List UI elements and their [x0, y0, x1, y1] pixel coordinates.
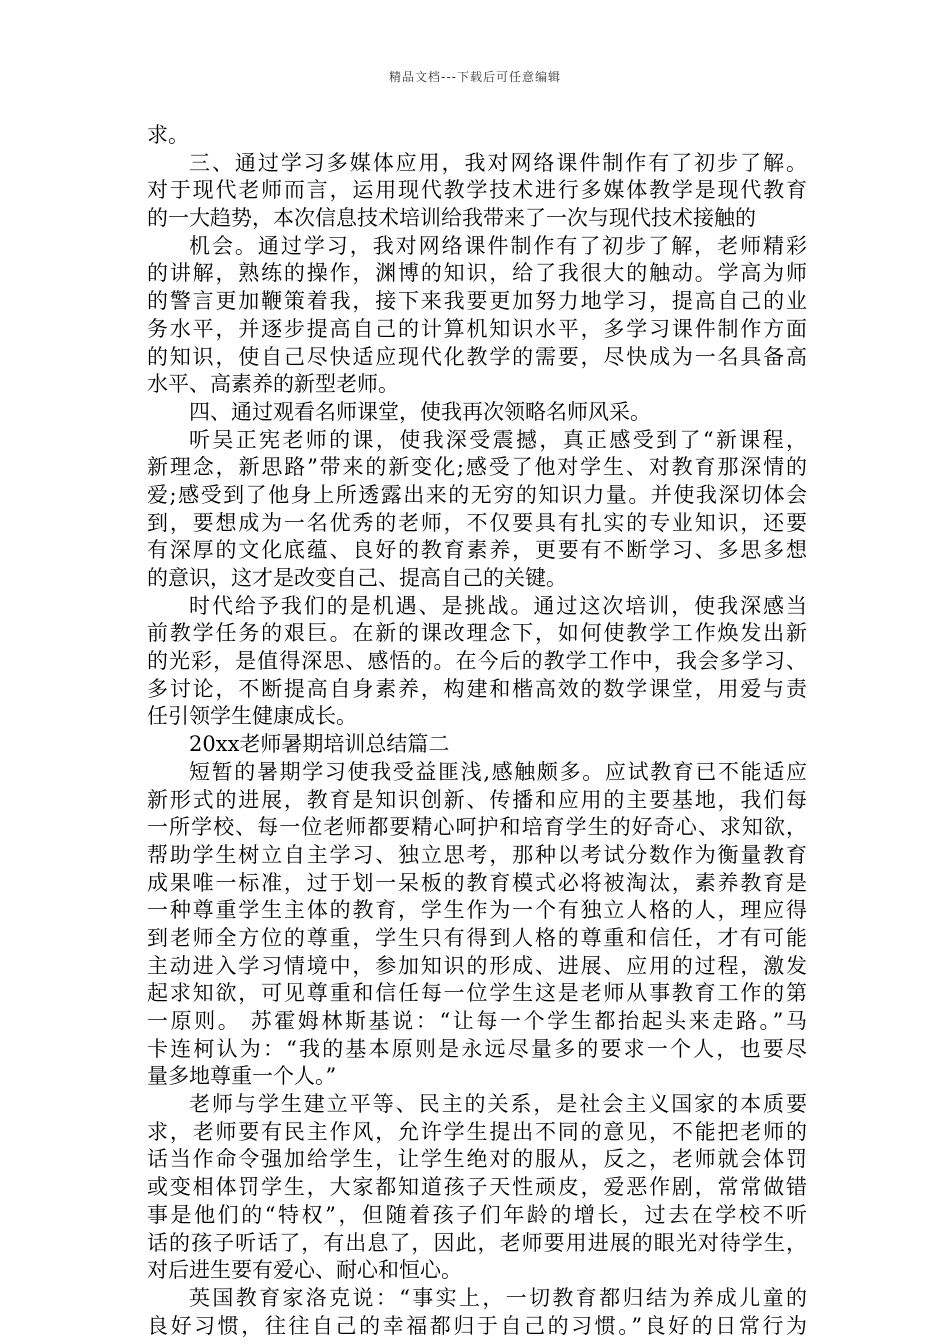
text-line: 的意识，这才是改变自己、提高自己的关键。 — [147, 566, 567, 590]
text-line: 三、通过学习多媒体应用，我对网络课件制作有了初步了解。 — [189, 150, 807, 175]
text-line: 或变相体罚学生，大家都知道孩子天性顽皮，爱恶作剧，常常做错 — [147, 1175, 807, 1200]
text-line: 主动进入学习情境中，参加知识的形成、进展、应用的过程，激发 — [147, 953, 807, 978]
text-line: 时代给予我们的是机遇、是挑战。通过这次培训，使我深感当 — [189, 593, 807, 618]
text-line: 一原则。 苏霍姆林斯基说：“让每一个学生都抬起头来走路。”马 — [147, 1009, 807, 1033]
text-line: 事是他们的“特权”，但随着孩子们年龄的增长，过去在学校不听 — [147, 1202, 807, 1227]
text-line: 短暂的暑期学习使我受益匪浅,感触颇多。应试教育已不能适应 — [189, 759, 807, 784]
text-line: 起求知欲，可见尊重和信任每一位学生这是老师从事教育工作的第 — [147, 981, 807, 1006]
text-line: 求。 — [147, 123, 189, 147]
text-line: 一所学校、每一位老师都要精心呵护和培育学生的好奇心、求知欲， — [147, 815, 807, 840]
text-line: 机会。通过学习，我对网络课件制作有了初步了解，老师精彩 — [189, 233, 807, 258]
text-line: 的知识，使自己尽快适应现代化教学的需要，尽快成为一名具备高 — [147, 344, 807, 369]
text-line: 前教学任务的艰巨。在新的课改理念下，如何使教学工作焕发出新 — [147, 621, 807, 646]
text-line: 听吴正宪老师的课，使我深受震撼，真正感受到了“新课程， — [189, 427, 807, 452]
text-line: 20xx老师暑期培训总结篇二 — [189, 732, 450, 757]
text-line: 一种尊重学生主体的教育，学生作为一个有独立人格的人，理应得 — [147, 898, 807, 923]
text-line: 的讲解，熟练的操作，渊博的知识，给了我很大的触动。学高为师 — [147, 261, 807, 286]
text-line: 老师与学生建立平等、民主的关系，是社会主义国家的本质要 — [189, 1092, 807, 1117]
text-line: 务水平，并逐步提高自己的计算机知识水平，多学习课件制作方面 — [147, 316, 807, 341]
text-line: 爱;感受到了他身上所透露出来的无穷的知识力量。并使我深切体会 — [147, 482, 807, 507]
text-line: 对于现代老师而言，运用现代教学技术进行多媒体教学是现代教育 — [147, 178, 807, 203]
text-line: 英国教育家洛克说：“事实上，一切教育都归结为养成儿童的 — [189, 1285, 807, 1310]
text-line: 有深厚的文化底蕴、良好的教育素养，更要有不断学习、多思多想 — [147, 538, 807, 563]
text-line: 的一大趋势，本次信息技术培训给我带来了一次与现代技术接触的 — [147, 206, 756, 231]
text-line: 的光彩，是值得深思、感悟的。在今后的教学工作中，我会多学习、 — [147, 649, 807, 674]
text-line: 到，要想成为一名优秀的老师，不仅要具有扎实的专业知识，还要 — [147, 510, 807, 535]
text-line: 成果唯一标准，过于划一呆板的教育模式必将被淘汰，素养教育是 — [147, 870, 807, 895]
page-header: 精品文档---下载后可任意编辑 — [389, 70, 561, 84]
text-line: 的警言更加鞭策着我，接下来我要更加努力地学习，提高自己的业 — [147, 289, 807, 314]
text-line: 到老师全方位的尊重，学生只有得到人格的尊重和信任，才有可能 — [147, 925, 807, 950]
text-line: 对后进生要有爱心、耐心和恒心。 — [147, 1258, 462, 1283]
text-line: 新形式的进展，教育是知识创新、传播和应用的主要基地，我们每 — [147, 787, 807, 812]
document-body — [147, 122, 807, 1340]
text-line: 话当作命令强加给学生，让学生绝对的服从，反之，老师就会体罚 — [147, 1147, 807, 1172]
text-line: 四、通过观看名师课堂，使我再次领略名师风采。 — [189, 399, 651, 424]
text-line: 量多地尊重一个人。” — [147, 1064, 337, 1089]
text-line: 新理念，新思路”带来的新变化;感受了他对学生、对教育那深情的 — [147, 455, 807, 480]
text-line: 水平、高素养的新型老师。 — [147, 372, 399, 397]
text-line: 帮助学生树立自主学习、独立思考，那种以考试分数作为衡量教育 — [147, 842, 807, 867]
text-line: 卡连柯认为：“我的基本原则是永远尽量多的要求一个人，也要尽 — [147, 1036, 807, 1061]
text-line: 良好习惯，往往自己的幸福都归于自己的习惯。”良好的日常行为 — [147, 1313, 807, 1338]
text-line: 多讨论，不断提高自身素养，构建和楷高效的数学课堂，用爱与责 — [147, 676, 807, 701]
text-line: 任引领学生健康成长。 — [147, 704, 357, 729]
text-line: 话的孩子听话了，有出息了，因此，老师要用进展的眼光对待学生， — [147, 1230, 807, 1255]
text-line: 求，老师要有民主作风，允许学生提出不同的意见，不能把老师的 — [147, 1119, 807, 1144]
